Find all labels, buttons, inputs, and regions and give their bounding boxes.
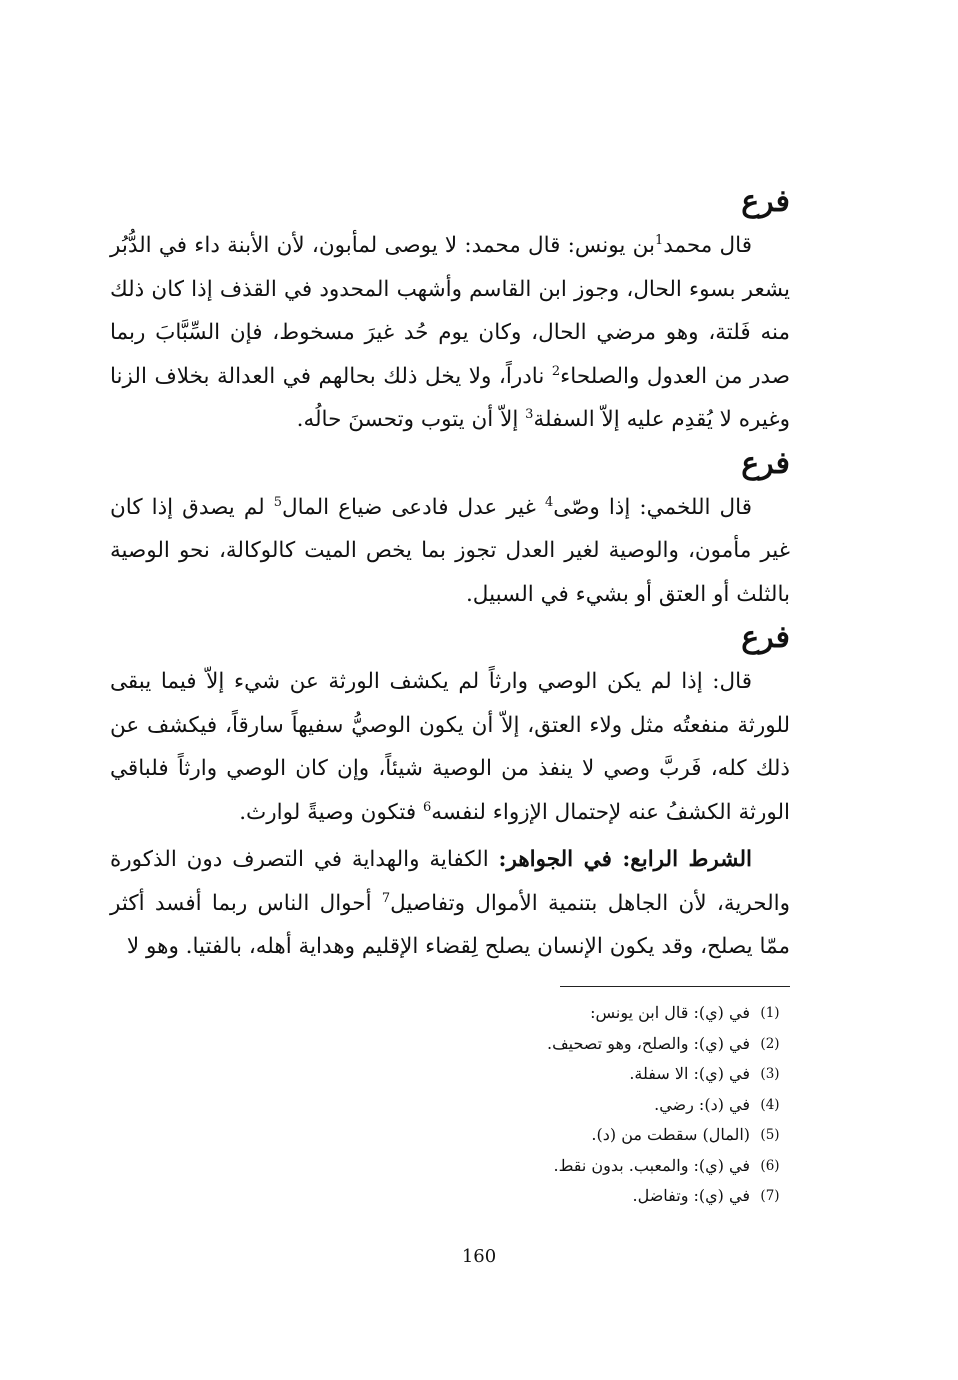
footnote-marker: 6 — [423, 799, 432, 815]
bold-lead: الشرط الرابع: في الجواهر: — [498, 847, 752, 872]
page-number: 160 — [461, 1246, 497, 1267]
footnote-text: في (ي): وتفاضل. — [632, 1186, 750, 1205]
footnote-marker: 5 — [273, 494, 282, 510]
footnote-number: (2) — [760, 1035, 780, 1052]
footnote-separator — [560, 986, 790, 987]
footnote-item — [270, 1029, 790, 1060]
footnote-text: في (ي): قال ابن يونس: — [590, 1003, 750, 1022]
footnote-text: في (ي): الا سفلة. — [629, 1064, 750, 1083]
footnote-text: في (د): رضي. — [654, 1094, 750, 1114]
footnote-item — [270, 1059, 790, 1090]
section-paragraph: قال محمد$^1$بن يونس: قال محمد: لا يوصى لمأبون، لأن الأبنة داء في الدُّبُر يشعر بسوء الحال، وجوز ابن القاسم وأشهب المحدود في القذف إذا كان ذلك منه فَلتة، وهو مرضي الحال، وكان يوم حُد غيرَ مسخوط، فإن السِّبَّابَ ربما صدر من العدول والصلحاء$^2$ نادراً، ولا يخل ذلك بحالهم في العدالة بخلاف الزنا وغيره لا يُقدِم عليه إلاّ السفلة$^3$ إلاّ أن يتوب وتحسنَ حالُه. — [110, 232, 790, 432]
section-heading: فرع — [741, 620, 790, 655]
footnote-number: (7) — [760, 1188, 780, 1204]
section-paragraph: قال اللخمي: إذا وصّى$^4$ غير عدل فادعى ضياع المال$^5$ لم يصدق إذا كان غير مأمون، والوصية لغير العدل تجوز بما يخص الميت كالوكالة، نحو الوصية بالثلث أو العتق أو بشيء في السبيل. — [110, 494, 790, 607]
footnote-item — [270, 1181, 790, 1212]
footnote-number: (1) — [760, 1005, 780, 1021]
footnote-marker: 4 — [544, 494, 554, 510]
section-paragraph: قال: إذا لم يكن الوصي وارثاً لم يكشف الورثة عن شيء إلاّ فيما يبقى للورثة منفعتُه مثل ولاء العتق، إلاّ أن يكون الوصيُّ سفيهاً سارقاً، فيكشف عن ذلك كله، فَربَّ وصي لا ينفذ من الوصية شيئاً، وإن كان الوصي وارثاً فلباقي الورثة الكشفُ عنه لإحتمال الإزواء لنفسه$^6$ فتكون وصيةً لوارث. — [110, 669, 790, 825]
section-heading: فرع — [741, 184, 790, 219]
section-paragraph: الشرط الرابع: في الجواهر: الكفاية والهداية في التصرف دون الذكورة والحرية، لأن الجاهل بتنمية الأموال وتفاصيل$^7$ أحوال الناس ربما أفسد أكثر ممّا يصلح، وقد يكون الإنسان يصلح لِقضاء الإقليم وهداية أهله، بالفتيا. وهو لا — [110, 847, 790, 959]
footnote-text: في (ي): والصلح، وهو تصحيف. — [547, 1033, 750, 1053]
footnote-number: (5) — [760, 1127, 780, 1143]
footnote-item — [270, 998, 790, 1029]
footnote-marker: 2 — [551, 363, 561, 379]
footnote-number: (3) — [760, 1066, 780, 1082]
footnote-marker: 1 — [654, 232, 664, 248]
footnote-text: (المال) سقطت من (د). — [591, 1125, 750, 1144]
footnote-item — [270, 1151, 790, 1182]
footnote-text: في (ي): والمعبب. بدون نقط. — [553, 1155, 750, 1175]
footnote-number: (4) — [760, 1096, 780, 1113]
footnote-number: (6) — [760, 1157, 780, 1174]
main-text — [110, 180, 790, 969]
footnote-item — [270, 1120, 790, 1151]
footnote-marker: 7 — [381, 890, 391, 906]
footnotes — [270, 998, 790, 1212]
footnote-marker: 3 — [525, 406, 534, 422]
footnote-item — [270, 1090, 790, 1121]
section-heading: فرع — [741, 445, 790, 481]
